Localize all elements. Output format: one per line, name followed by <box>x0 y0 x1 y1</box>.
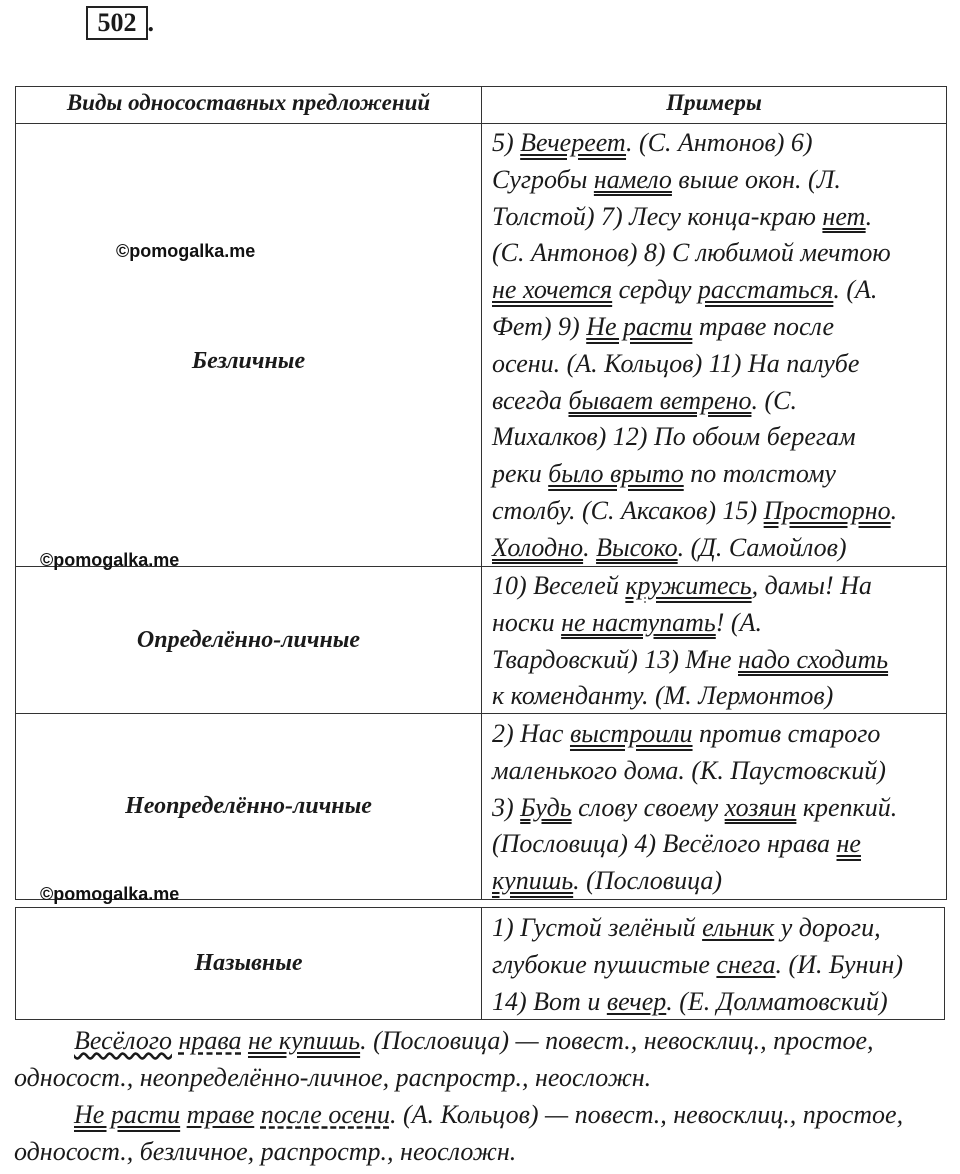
type-definite-personal: Определённо-личные <box>136 626 361 653</box>
example-line: осени. (А. Кольцов) 11) На палубе <box>492 348 860 378</box>
example-line: 10) Веселей кружитесь, дамы! На <box>492 571 872 600</box>
watermark: ©pomogalka.me <box>116 241 256 261</box>
example-line: Толстой) 7) Лесу конца-краю нет. <box>492 201 873 231</box>
header-types: Виды односоставных предложений <box>66 90 431 115</box>
exercise-number-dot: . <box>147 8 154 37</box>
example-line: (Пословица) 4) Весёлого нрава не <box>492 829 861 859</box>
examples-definite-personal <box>482 566 946 715</box>
analysis-paragraph: Весёлого нрава не купишь. (Пословица) — повест., невосклиц., простое, односост., неопределённо-личное, распростр., неосложн. <box>14 1026 874 1092</box>
example-line: носки не наступать! (А. <box>492 607 762 637</box>
example-line: купишь. (Пословица) <box>492 866 723 896</box>
example-line: к коменданту. (М. Лермонтов) <box>492 681 834 711</box>
type-indefinite-personal: Неопределённо-личные <box>125 793 372 819</box>
example-line: реки было врыто по толстому <box>492 459 836 489</box>
examples-nominative <box>482 908 944 1020</box>
example-line: Сугробы намело выше окон. (Л. <box>492 164 841 194</box>
example-line: маленького дома. (К. Паустовский) <box>492 755 886 785</box>
analysis-paragraph: Не расти траве после осени. (А. Кольцов) — повест., невосклиц., простое, односост., безличное, распростр., неосложн. <box>14 1100 904 1166</box>
header-examples: Примеры <box>666 90 762 115</box>
examples-indefinite-personal <box>482 714 946 900</box>
type-impersonal: Безличные <box>191 347 306 374</box>
example-line: глубокие пушистые снега. (И. Бунин) <box>492 949 903 979</box>
example-line: не хочется сердцу расстаться. (А. <box>492 275 878 305</box>
example-line: Фет) 9) Не расти траве после <box>492 311 835 341</box>
examples-impersonal <box>482 123 946 567</box>
example-line: (С. Антонов) 8) С любимой мечтою <box>492 238 891 268</box>
watermark: ©pomogalka.me <box>40 884 180 904</box>
type-nominative: Назывные <box>194 950 303 976</box>
example-line: 2) Нас выстроили против старого <box>492 719 881 748</box>
example-line: всегда бывает ветрено. (С. <box>492 385 797 415</box>
example-line: Михалков) 12) По обоим берегам <box>492 422 856 452</box>
example-line: 3) Будь слову своему хозяин крепкий. <box>492 792 898 822</box>
exercise-number-box <box>86 6 154 40</box>
example-line: Холодно. Высоко. (Д. Самойлов) <box>492 532 847 562</box>
example-line: Твардовский) 13) Мне надо сходить <box>492 644 889 674</box>
watermark: ©pomogalka.me <box>40 550 180 570</box>
nominative-table <box>15 907 945 1020</box>
example-line: 14) Вот и вечер. (Е. Долматовский) <box>492 986 888 1016</box>
sentence-types-table <box>15 86 947 900</box>
example-line: столбу. (С. Аксаков) 15) Просторно. <box>492 495 898 525</box>
example-line: 1) Густой зелёный ельник у дороги, <box>492 913 881 942</box>
exercise-number: 502 <box>97 8 137 37</box>
example-line: 5) Вечереет. (С. Антонов) 6) <box>492 128 813 157</box>
